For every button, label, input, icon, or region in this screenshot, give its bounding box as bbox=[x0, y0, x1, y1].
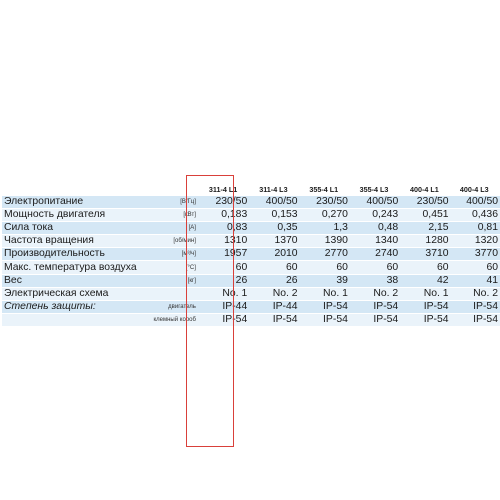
value-cell: 60 bbox=[199, 261, 249, 274]
param-label: Электропитание bbox=[2, 196, 137, 209]
spec-row bbox=[2, 235, 500, 248]
param-unit: клемный короб bbox=[137, 313, 199, 326]
param-unit: [кВт] bbox=[137, 209, 199, 222]
value-cell: 400/50 bbox=[451, 196, 500, 209]
spec-row bbox=[2, 274, 500, 287]
model-header: 400-4 L3 bbox=[459, 184, 489, 194]
value-cell: No. 1 bbox=[300, 287, 350, 300]
spec-row bbox=[2, 300, 500, 313]
value-cell: 41 bbox=[451, 274, 500, 287]
header-blank bbox=[137, 183, 199, 196]
value-cell: 2740 bbox=[350, 248, 400, 261]
value-cell: No. 2 bbox=[350, 287, 400, 300]
value-cell: 1370 bbox=[249, 235, 299, 248]
param-unit: [В/Гц] bbox=[137, 196, 199, 209]
value-cell: IP-54 bbox=[451, 300, 500, 313]
spec-row bbox=[2, 222, 500, 235]
value-cell: 1,3 bbox=[300, 222, 350, 235]
value-cell: 2,15 bbox=[400, 222, 450, 235]
value-cell: IP-54 bbox=[400, 313, 450, 326]
param-unit: [м³/ч] bbox=[137, 248, 199, 261]
value-cell: IP-54 bbox=[400, 300, 450, 313]
value-cell: 39 bbox=[300, 274, 350, 287]
spec-row bbox=[2, 196, 500, 209]
model-header: 311-4 L3 bbox=[259, 184, 288, 194]
model-header: 400-4 L1 bbox=[409, 184, 439, 194]
value-cell: IP-54 bbox=[350, 313, 400, 326]
param-unit: двигатель bbox=[137, 300, 199, 313]
value-cell: 0,35 bbox=[249, 222, 299, 235]
value-cell: 0,270 bbox=[300, 209, 350, 222]
value-cell: 230/50 bbox=[400, 196, 450, 209]
value-cell: 42 bbox=[400, 274, 450, 287]
value-cell: 2010 bbox=[249, 248, 299, 261]
spec-body bbox=[2, 196, 500, 326]
value-cell: IP-54 bbox=[199, 313, 249, 326]
spec-row bbox=[2, 287, 500, 300]
param-label bbox=[2, 313, 137, 326]
model-header: 311-4 L1 bbox=[208, 184, 238, 194]
value-cell: 1390 bbox=[300, 235, 350, 248]
param-label: Электрическая схема bbox=[2, 287, 137, 300]
value-cell: IP-54 bbox=[300, 300, 350, 313]
value-cell: 230/50 bbox=[199, 196, 249, 209]
value-cell: 26 bbox=[199, 274, 249, 287]
spec-row bbox=[2, 261, 500, 274]
value-cell: 2770 bbox=[300, 248, 350, 261]
value-cell: 0,243 bbox=[350, 209, 400, 222]
value-cell: IP-54 bbox=[249, 313, 299, 326]
value-cell: IP-54 bbox=[300, 313, 350, 326]
spec-table bbox=[2, 183, 500, 327]
value-cell: IP-54 bbox=[451, 313, 500, 326]
value-cell: 1340 bbox=[350, 235, 400, 248]
value-cell: No. 1 bbox=[199, 287, 249, 300]
value-cell: 400/50 bbox=[350, 196, 400, 209]
value-cell: No. 1 bbox=[400, 287, 450, 300]
value-cell: No. 2 bbox=[451, 287, 500, 300]
param-unit: [°С] bbox=[137, 261, 199, 274]
value-cell: 0,153 bbox=[249, 209, 299, 222]
value-cell: 60 bbox=[451, 261, 500, 274]
value-cell: 60 bbox=[300, 261, 350, 274]
value-cell: 0,183 bbox=[199, 209, 249, 222]
value-cell: 0,436 bbox=[451, 209, 500, 222]
param-label: Сила тока bbox=[2, 222, 137, 235]
param-unit: [об/мин] bbox=[137, 235, 199, 248]
value-cell: 0,83 bbox=[199, 222, 249, 235]
spec-row bbox=[2, 313, 500, 326]
value-cell: 60 bbox=[249, 261, 299, 274]
model-header-row bbox=[2, 183, 500, 196]
value-cell: 1280 bbox=[400, 235, 450, 248]
param-unit: [кг] bbox=[137, 274, 199, 287]
param-label: Вес bbox=[2, 274, 137, 287]
value-cell: 60 bbox=[350, 261, 400, 274]
value-cell: 3770 bbox=[451, 248, 500, 261]
value-cell: IP-44 bbox=[249, 300, 299, 313]
param-label: Макс. температура воздуха bbox=[4, 261, 137, 273]
model-header: 355-4 L3 bbox=[359, 184, 389, 194]
value-cell: 1320 bbox=[451, 235, 500, 248]
value-cell: 38 bbox=[350, 274, 400, 287]
value-cell: 1310 bbox=[199, 235, 249, 248]
value-cell: 3710 bbox=[400, 248, 450, 261]
value-cell: 400/50 bbox=[249, 196, 299, 209]
param-label: Мощность двигателя bbox=[2, 209, 137, 222]
value-cell: 0,48 bbox=[350, 222, 400, 235]
value-cell: 60 bbox=[400, 261, 450, 274]
param-unit: [A] bbox=[137, 222, 199, 235]
spec-row bbox=[2, 248, 500, 261]
value-cell: 0,81 bbox=[451, 222, 500, 235]
model-header: 355-4 L1 bbox=[309, 184, 339, 194]
param-unit bbox=[137, 287, 199, 300]
spec-row bbox=[2, 209, 500, 222]
header-blank bbox=[2, 183, 137, 196]
param-label: Частота вращения bbox=[2, 235, 137, 248]
param-label: Производительность bbox=[2, 248, 137, 261]
value-cell: IP-44 bbox=[199, 300, 249, 313]
param-label: Степень защиты: bbox=[2, 300, 137, 313]
value-cell: 1957 bbox=[199, 248, 249, 261]
value-cell: 26 bbox=[249, 274, 299, 287]
value-cell: No. 2 bbox=[249, 287, 299, 300]
value-cell: IP-54 bbox=[350, 300, 400, 313]
value-cell: 230/50 bbox=[300, 196, 350, 209]
value-cell: 0,451 bbox=[400, 209, 450, 222]
